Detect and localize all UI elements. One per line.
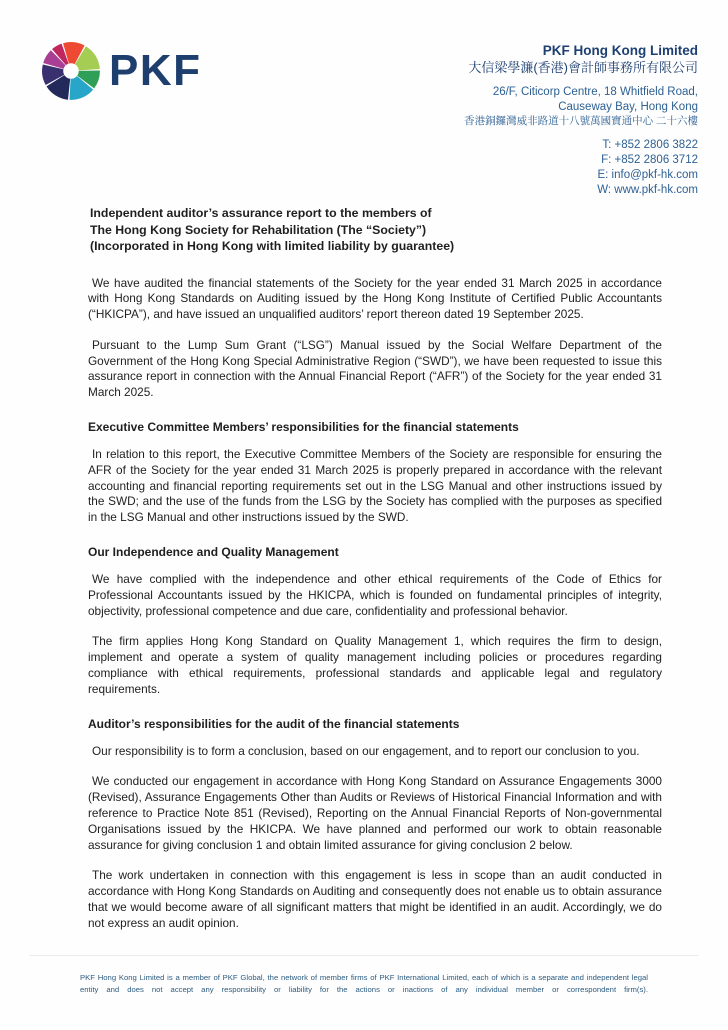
body-paragraph: In relation to this report, the Executive Committee Members of the Society are responsible for ensuring the AFR of the Society for the year ended 31 March 2025 is properly prepared in accordance with the relevant accounting and financial reporting requirements set out in the LSG Manual and other instructions issued by the SWD; and the use of the funds from the LSG by the Society has complied with the purposes as specified in the LSG Manual and other instructions issued by the SWD. [88,447,662,525]
body-paragraph: We have audited the financial statements of the Society for the year ended 31 March 2025 in accordance with Hong Kong Standards on Auditing issued by the Hong Kong Institute of Certified Public Accountants (“HKICPA”), and have issued an unqualified auditors’ report thereon dated 19 September 2025. [88,275,662,322]
report-title [90,205,662,255]
pkf-logo [40,40,202,102]
firm-name-chinese: 大信梁學濂(香港)會計師事務所有限公司 [468,60,698,75]
report-title-line-2: The Hong Kong Society for Rehabilitation (The “Society”) [90,222,427,237]
report-title-line-3: (Incorporated in Hong Kong with limited liability by guarantee) [90,239,455,253]
body-paragraph: Our responsibility is to form a conclusion, based on our engagement, and to report our conclusion to you. [92,743,640,758]
firm-address-line-1: 26/F, Citicorp Centre, 18 Whitfield Road, [492,86,698,98]
report-body [88,276,662,932]
firm-fax: F: +852 2806 3712 [601,154,698,166]
body-paragraph: We conducted our engagement in accordance with Hong Kong Standard on Assurance Engagements 3000 (Revised), Assurance Engagements Other than Audits or Reviews of Historical Financial Information and with reference to Practice Note 851 (Revised), Reporting on the Annual Financial Reports of Non-governmental Organisations issued by the HKICPA. We have planned and performed our work to obtain reasonable assurance for giving conclusion 1 and obtain limited assurance for giving conclusion 2 below. [88,774,662,852]
report-title-line-1: Independent auditor’s assurance report to the members of [90,206,432,220]
pkf-logo-wordmark: PKF [109,46,202,95]
body-paragraph: Pursuant to the Lump Sum Grant (“LSG”) Manual issued by the Social Welfare Department of the Government of the Hong Kong Special Administrative Region (“SWD”), we have been requested to issue this assurance report in connection with the Annual Financial Report (“AFR”) of the Society for the year ended 31 March 2025. [88,337,662,400]
footer-disclaimer: PKF Hong Kong Limited is a member of PKF Global, the network of member firms of PKF International Limited, each of which is a separate and independent legal entity and does not accept any responsibility or liability for the actions or inactions of any individual member or correspondent firm(s). [80,973,648,994]
letterhead [0,0,728,198]
body-paragraph: We have complied with the independence and other ethical requirements of the Code of Ethics for Professional Accountants issued by the HKICPA, which is founded on fundamental principles of integrity, objectivity, professional competence and due care, confidentiality and professional behavior. [88,572,662,618]
section-heading: Auditor’s responsibilities for the audit of the financial statements [88,716,460,731]
firm-telephone: T: +852 2806 3822 [602,139,698,151]
firm-email: E: info@pkf-hk.com [597,169,698,181]
section-heading: Executive Committee Members’ responsibilities for the financial statements [88,420,519,435]
firm-name-english: PKF Hong Kong Limited [542,43,698,58]
pkf-pinwheel-icon [40,40,102,102]
firm-website: W: www.pkf-hk.com [597,184,698,196]
firm-address-line-2: Causeway Bay, Hong Kong [558,100,698,113]
footer-divider [30,955,698,956]
firm-address-chinese: 香港銅鑼灣威非路道十八號萬國寶通中心 二十六樓 [464,115,698,127]
letterhead-firm-info [464,40,698,198]
section-heading: Our Independence and Quality Management [88,545,339,560]
logo-center-hole [63,63,79,79]
body-paragraph: The work undertaken in connection with this engagement is less in scope than an audit conducted in accordance with Hong Kong Standards on Auditing and consequently does not enable us to obtain assurance that we would become aware of all significant matters that might be identified in an audit. Accordingly, we do not express an audit opinion. [88,868,662,930]
body-paragraph: The firm applies Hong Kong Standard on Quality Management 1, which requires the firm to design, implement and operate a system of quality management including policies or procedures regarding compliance with ethical requirements, professional standards and applicable legal and regulatory requirements. [88,634,662,696]
